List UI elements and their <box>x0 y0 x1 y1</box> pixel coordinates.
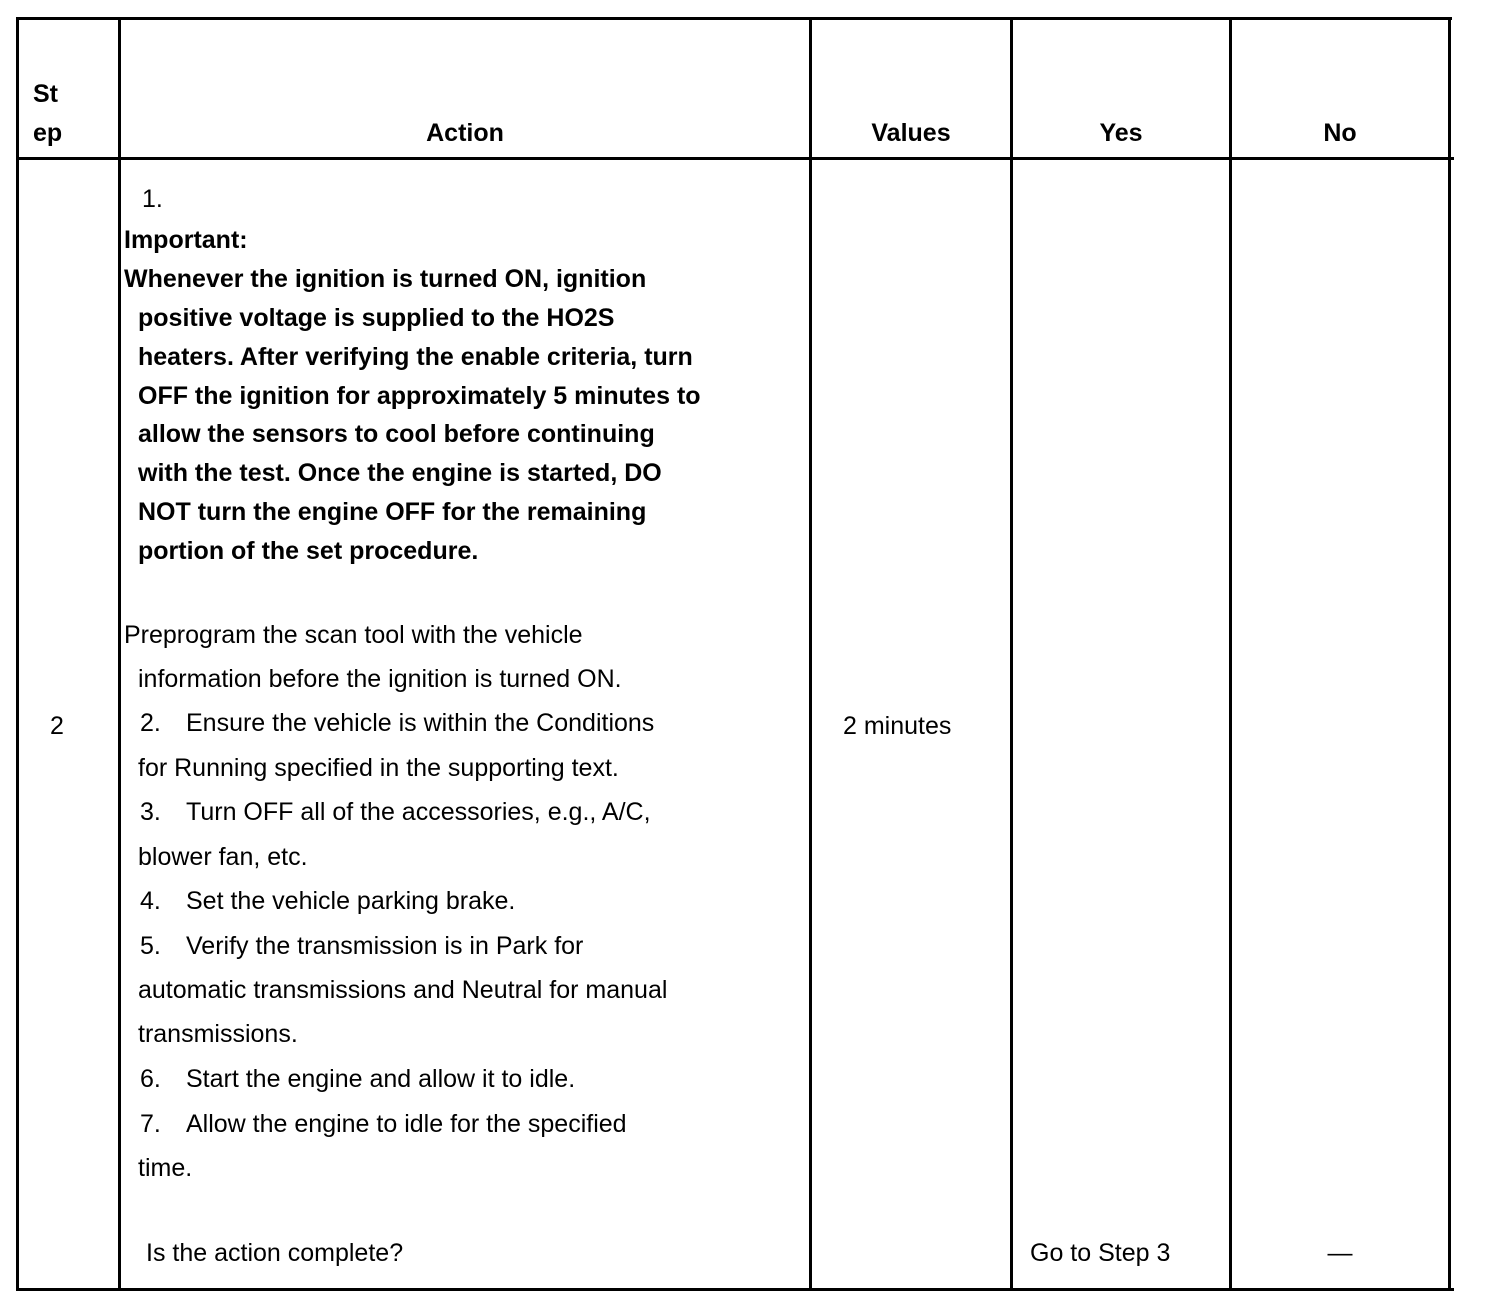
header-yes: Yes <box>1099 119 1143 147</box>
procedure-step-text: Verify the transmission is in Park for <box>186 932 584 960</box>
procedure-step-number: 7. <box>140 1110 161 1138</box>
procedure-step <box>140 934 583 959</box>
procedure-step <box>140 1112 627 1137</box>
table-bottom-border <box>18 1288 1454 1291</box>
table-right-border <box>1448 17 1451 1291</box>
procedure-step-continuation: time. <box>138 1154 193 1182</box>
no-cell: — <box>1327 1239 1353 1267</box>
preprogram-line: information before the ignition is turned ON. <box>138 665 622 693</box>
procedure-step-text: Set the vehicle parking brake. <box>186 887 516 915</box>
col-divider-yes-no <box>1229 17 1232 1291</box>
header-values: Values <box>871 119 951 147</box>
procedure-step-number: 6. <box>140 1065 161 1093</box>
col-divider-step-action <box>118 17 121 1291</box>
procedure-step-text: Allow the engine to idle for the specified <box>186 1110 627 1138</box>
procedure-step <box>140 889 515 914</box>
procedure-step-continuation: transmissions. <box>138 1020 298 1048</box>
col-divider-values-yes <box>1010 17 1013 1291</box>
procedure-step <box>140 1067 575 1092</box>
procedure-step-continuation: blower fan, etc. <box>138 843 308 871</box>
procedure-step-number: 4. <box>140 887 161 915</box>
action-question: Is the action complete? <box>146 1239 404 1267</box>
important-line: portion of the set procedure. <box>138 537 479 565</box>
yes-cell: Go to Step 3 <box>1030 1239 1171 1267</box>
procedure-step-number: 5. <box>140 932 161 960</box>
header-step-line1: St <box>33 80 58 108</box>
header-no: No <box>1323 119 1357 147</box>
procedure-step-number: 2. <box>140 709 161 737</box>
procedure-step-continuation: for Running specified in the supporting text. <box>138 754 619 782</box>
important-line: heaters. After verifying the enable criteria, turn <box>138 343 693 371</box>
important-line: with the test. Once the engine is started, DO <box>138 459 662 487</box>
table-top-border <box>16 17 1452 20</box>
important-label: Important: <box>124 226 248 254</box>
procedure-step-text: Ensure the vehicle is within the Conditions <box>186 709 655 737</box>
procedure-step <box>140 711 654 736</box>
important-line: allow the sensors to cool before continuing <box>138 420 655 448</box>
table-left-border <box>16 17 19 1291</box>
important-line: NOT turn the engine OFF for the remaining <box>138 498 647 526</box>
preprogram-line: Preprogram the scan tool with the vehicle <box>124 621 583 649</box>
procedure-step-number: 3. <box>140 798 161 826</box>
procedure-step <box>140 800 651 825</box>
values-cell: 2 minutes <box>843 712 952 740</box>
important-line: Whenever the ignition is turned ON, ignition <box>124 265 647 293</box>
important-line: positive voltage is supplied to the HO2S <box>138 304 615 332</box>
step-number: 2 <box>50 712 64 740</box>
important-line: OFF the ignition for approximately 5 minutes to <box>138 382 701 410</box>
procedure-step-text: Start the engine and allow it to idle. <box>186 1065 576 1093</box>
header-bottom-border <box>16 157 1454 160</box>
procedure-step-continuation: automatic transmissions and Neutral for manual <box>138 976 668 1004</box>
col-divider-action-values <box>809 17 812 1291</box>
header-step-line2: ep <box>33 119 63 147</box>
action-first-item-number: 1. <box>142 185 163 213</box>
procedure-step-text: Turn OFF all of the accessories, e.g., A/C, <box>186 798 651 826</box>
header-action: Action <box>426 119 504 147</box>
